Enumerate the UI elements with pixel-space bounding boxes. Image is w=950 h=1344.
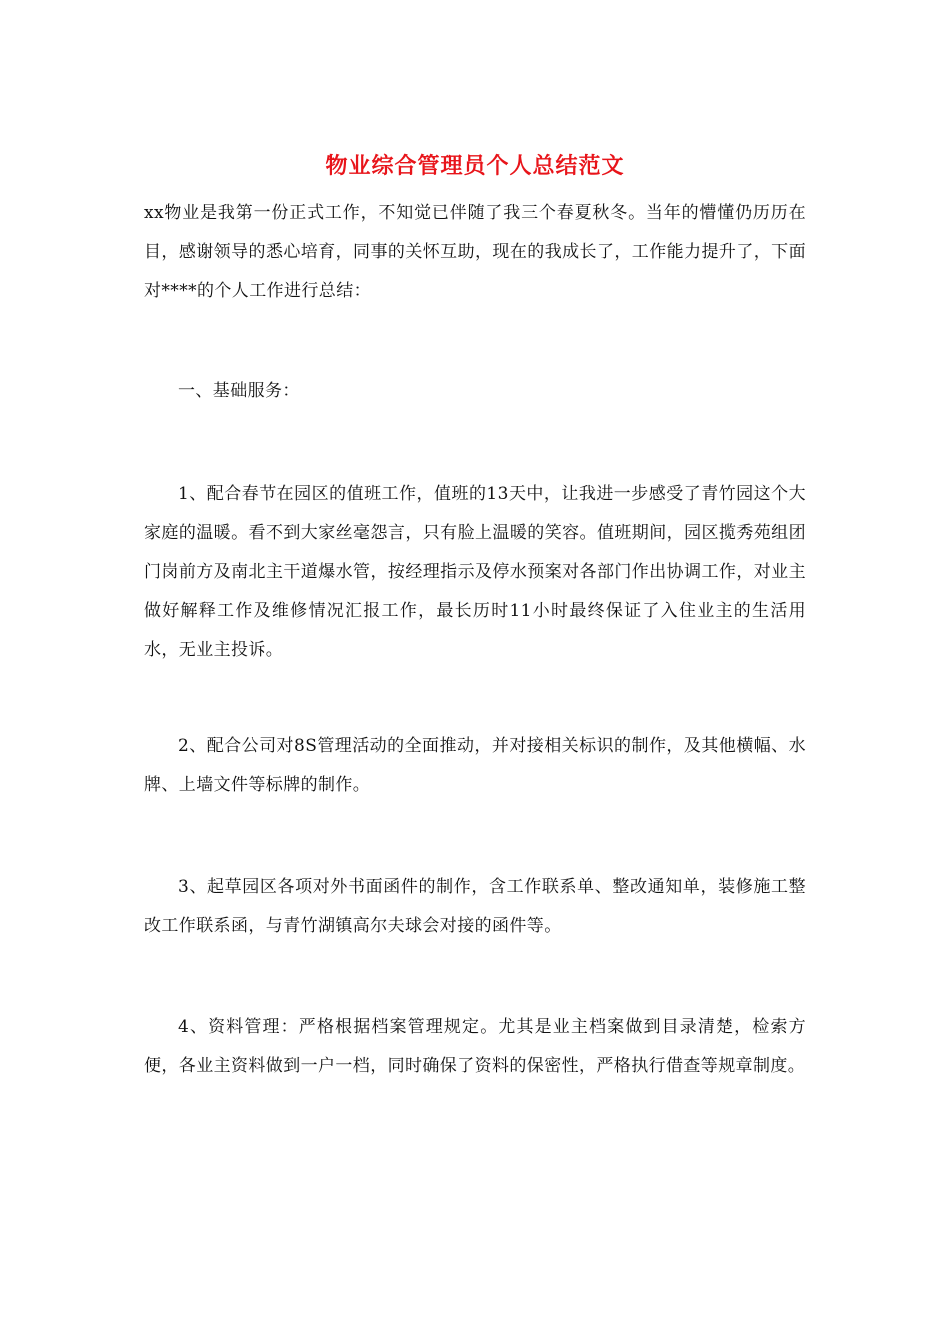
intro-paragraph: xx物业是我第一份正式工作，不知觉已伴随了我三个春夏秋冬。当年的懵懂仍历历在目，感谢领导的悉心培育，同事的关怀互助，现在的我成长了，工作能力提升了，下面对****的个人工作进行总结： <box>144 203 806 301</box>
document-title: 物业综合管理员个人总结范文 <box>325 153 625 179</box>
item-2-paragraph: 2、配合公司对8S管理活动的全面推动，并对接相关标识的制作，及其他横幅、水牌、上墙文件等标牌的制作。 <box>144 736 806 795</box>
item-3-paragraph: 3、起草园区各项对外书面函件的制作，含工作联系单、整改通知单，装修施工整改工作联系函，与青竹湖镇高尔夫球会对接的函件等。 <box>144 877 806 936</box>
section-heading-basic-services: 一、基础服务： <box>178 381 300 401</box>
item-1-paragraph: 1、配合春节在园区的值班工作，值班的13天中，让我进一步感受了青竹园这个大家庭的温暖。看不到大家丝毫怨言，只有脸上温暖的笑容。值班期间，园区揽秀苑组团门岗前方及南北主干道爆水管，按经理指示及停水预案对各部门作出协调工作，对业主做好解释工作及维修情况汇报工作，最长历时11小时最终保证了入住业主的生活用水，无业主投诉。 <box>144 484 806 660</box>
item-4-paragraph: 4、资料管理：严格根据档案管理规定。尤其是业主档案做到目录清楚，检索方便，各业主资料做到一户一档，同时确保了资料的保密性，严格执行借查等规章制度。 <box>144 1017 806 1076</box>
